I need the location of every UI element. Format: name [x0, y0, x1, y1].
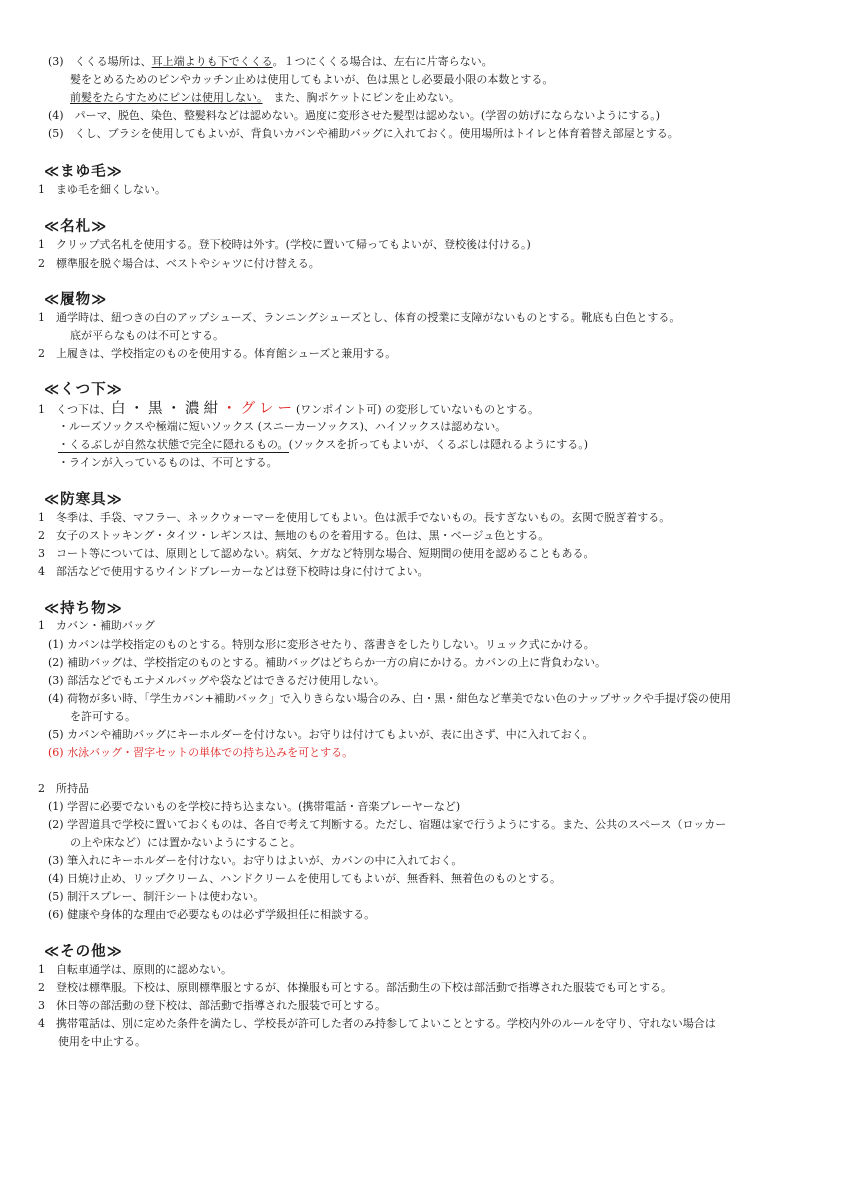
cold-item-2: 2 女子のストッキング・タイツ・レギンスは、無地のものを着用する。色は、黒・ベージュ色とする。 — [38, 529, 550, 542]
nametag-heading: ≪名札≫ — [44, 219, 108, 235]
belongings-s2-item-5: (5) 制汗スプレー、制汗シートは使わない。 — [48, 890, 265, 903]
shoes-heading: ≪履物≫ — [44, 292, 108, 308]
belongings-heading: ≪持ち物≫ — [44, 601, 123, 617]
socks-item-loose: ・ルーズソックスや極端に短いソックス (スニーカーソックス)、ハイソックスは認めない。 — [58, 420, 507, 433]
nametag-item-2: 2 標準服を脱ぐ場合は、ベストやシャツに付け替える。 — [38, 257, 320, 270]
belongings-s2-item-6: (6) 健康や身体的な理由で必要なものは必ず学級担任に相談する。 — [48, 908, 376, 921]
cold-item-3: 3 コート等については、原則として認めない。病気、ケガなど特別な場合、短期間の使用を認めることもある。 — [38, 547, 595, 560]
belongings-s2-item-4: (4) 日焼け止め、リップクリーム、ハンドクリームを使用してもよいが、無香料、無着色のものとする。 — [48, 872, 561, 885]
other-item-1: 1 自転車通学は、原則的に認めない。 — [38, 963, 232, 976]
other-item-3: 3 休日等の部活動の登下校は、部活動で指導された服装で可とする。 — [38, 999, 386, 1012]
cold-heading: ≪防寒具≫ — [44, 492, 123, 508]
other-item-2: 2 登校は標準服。下校は、原則標準服とするが、体操服も可とする。部活動生の下校は部活動で指導された服装でも可とする。 — [38, 981, 672, 994]
belongings-s1-item-1: (1) カバンは学校指定のものとする。特別な形に変形させたり、落書きをしたりしない。リュック式にかける。 — [48, 638, 595, 651]
hair-item-3-bangs: 前髪をたらすためにピンは使用しない。 また、胸ポケットにピンを止めない。 — [70, 91, 460, 104]
hair-item-3-pins: 髪をとめるためのピンやカッチン止めは使用してもよいが、色は黒とし必要最小限の本数とする。 — [70, 73, 554, 86]
belongings-section-2: 2 所持品 — [38, 782, 89, 795]
belongings-s1-item-4-cont: を許可する。 — [70, 710, 136, 723]
socks-color-gray: ・グレー — [222, 401, 296, 417]
shoes-item-1: 1 通学時は、紐つきの白のアップシューズ、ランニングシューズとし、体育の授業に支障がないものとする。靴底も白色とする。 — [38, 311, 681, 324]
cold-item-1: 1 冬季は、手袋、マフラー、ネックウォーマーを使用してもよい。色は派手でないもの。長すぎないもの。玄関で脱ぎ着する。 — [38, 511, 671, 524]
eyebrows-heading: ≪まゆ毛≫ — [44, 164, 123, 180]
shoes-item-2: 2 上履きは、学校指定のものを使用する。体育館シューズと兼用する。 — [38, 347, 397, 360]
belongings-s2-item-2-cont: の上や床など）には置かないようにすること。 — [70, 836, 301, 849]
socks-colors: 白・黒・濃紺 — [111, 401, 222, 417]
belongings-s1-item-5: (5) カバンや補助バッグにキーホルダーを付けない。お守りは付けてもよいが、表に出さず、中に入れておく。 — [48, 728, 594, 741]
socks-item-ankle: ・くるぶしが自然な状態で完全に隠れるもの。(ソックスを折ってもよいが、くるぶしは隠れるようにする。) — [58, 438, 588, 451]
eyebrows-item-1: 1 まゆ毛を細くしない。 — [38, 183, 166, 196]
nametag-item-1: 1 クリップ式名札を使用する。登下校時は外す。(学校に置いて帰ってもよいが、登校後は付ける。) — [38, 238, 531, 251]
hair-item-5: (5) くし、ブラシを使用してもよいが、背負いカバンや補助バッグに入れておく。使用場所はトイレと体育着替え部屋とする。 — [48, 127, 679, 140]
socks-heading: ≪くつ下≫ — [44, 382, 123, 398]
belongings-s1-item-2: (2) 補助バッグは、学校指定のものとする。補助バッグはどちらか一方の肩にかける。カバンの上に背負わない。 — [48, 656, 607, 669]
belongings-s2-item-3: (3) 筆入れにキーホルダーを付けない。お守りはよいが、カバンの中に入れておく。 — [48, 854, 463, 867]
belongings-s1-item-6: (6) 水泳バッグ・習字セットの単体での持ち込みを可とする。 — [48, 746, 354, 759]
other-item-4: 4 携帯電話は、別に定めた条件を満たし、学校長が許可した者のみ持参してよいこととする。学校内外のルールを守り、守れない場合は — [38, 1017, 716, 1030]
belongings-section-1: 1 カバン・補助バッグ — [38, 619, 155, 632]
other-heading: ≪その他≫ — [44, 944, 123, 960]
shoes-item-1-cont: 底が平らなものは不可とする。 — [70, 329, 224, 342]
socks-item-line: ・ラインが入っているものは、不可とする。 — [58, 456, 278, 469]
belongings-s2-item-1: (1) 学習に必要でないものを学校に持ち込まない。(携帯電話・音楽プレーヤーなど) — [48, 800, 461, 813]
belongings-s1-item-4: (4) 荷物が多い時、「学生カバン+補助バック」で入りきらない場合のみ、白・黒・紺色など華美でない色のナップサックや手提げ袋の使用 — [48, 692, 732, 705]
hair-item-3: (3) くくる場所は、耳上端よりも下でくくる。１つにくくる場合は、左右に片寄らない。 — [48, 55, 493, 68]
belongings-s1-item-3: (3) 部活などでもエナメルバッグや袋などはできるだけ使用しない。 — [48, 674, 385, 687]
other-item-4-cont: 使用を中止する。 — [58, 1035, 146, 1048]
cold-item-4: 4 部活などで使用するウインドブレーカーなどは登下校時は身に付けてよい。 — [38, 565, 429, 578]
belongings-s2-item-2: (2) 学習道具で学校に置いておくものは、各自で考えて判断する。ただし、宿題は家で行うようにする。また、公共のスペース（ロッカー — [48, 818, 727, 831]
hair-item-4: (4) パーマ、脱色、染色、整髪料などは認めない。過度に変形させた髪型は認めない。(学習の妨げにならないようにする。) — [48, 109, 661, 122]
socks-item-1: 1 くつ下は、白・黒・濃紺・グレー(ワンポイント可) の変形していないものとする。 — [38, 401, 540, 417]
